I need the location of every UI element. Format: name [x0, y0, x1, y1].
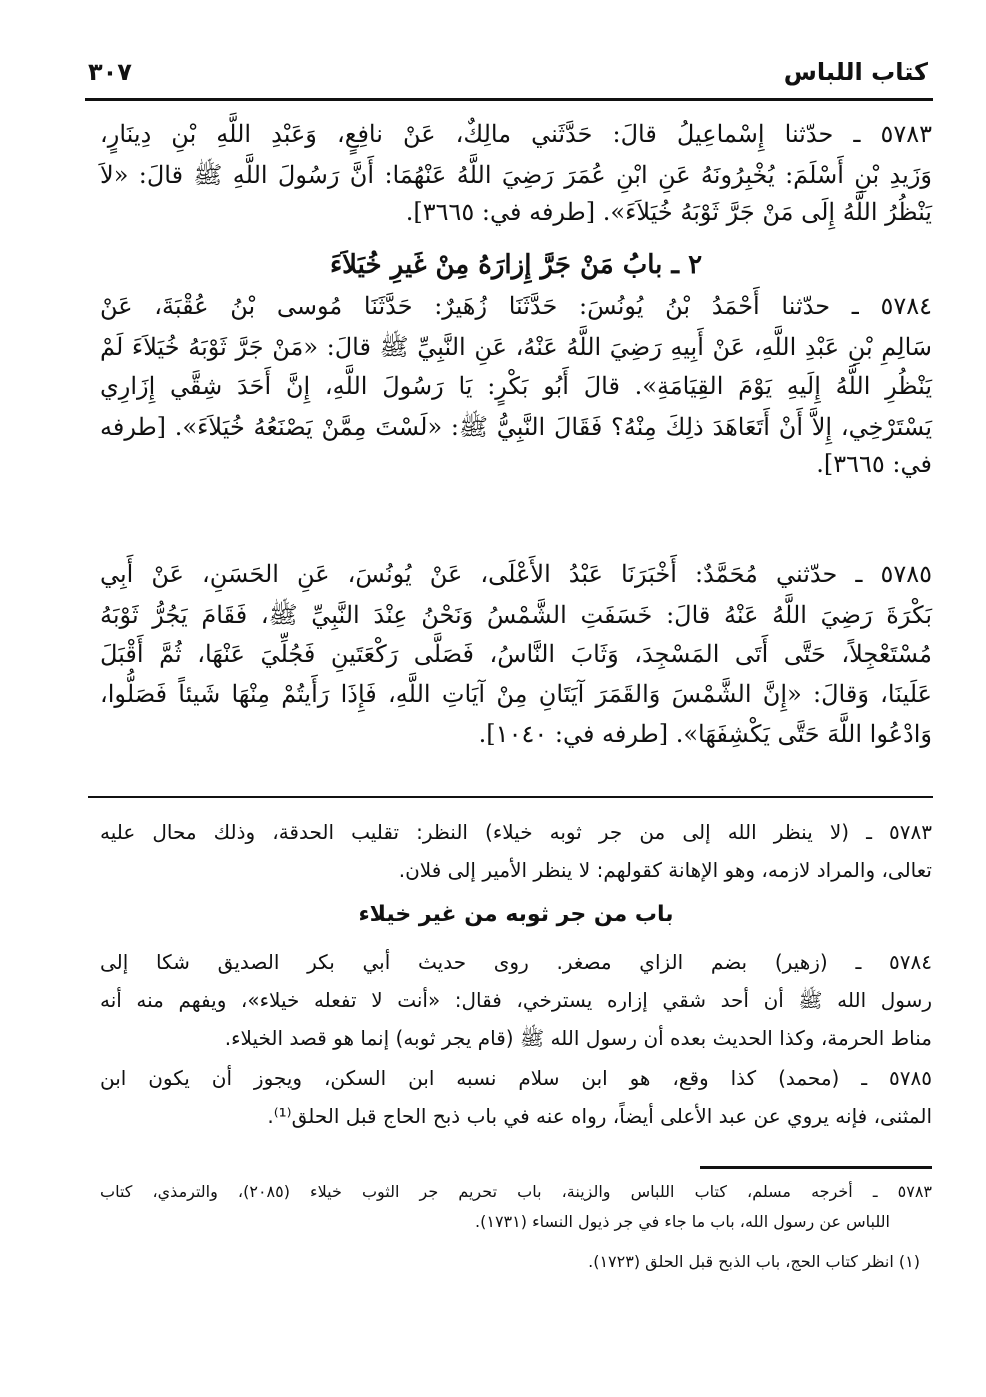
hadith-5785-line: عَلَينَا، وَقالَ: «إِنَّ الشَّمْسَ وَالقَمَرَ آيَتَانِ مِنْ آيَاتِ اللَّهِ، فَإِذَا رَأَيتُمْ مِنْهَا شَيئاً فَصَلُّوا،: [100, 680, 932, 708]
footnote-rule: [700, 1166, 932, 1169]
commentary-heading: باب من جر ثوبه من غير خيلاء: [358, 902, 674, 927]
commentary-rule: [88, 796, 933, 798]
footnote-line: (١) انظر كتاب الحج، باب الذبح قبل الحلق (١٧٢٣).: [588, 1252, 920, 1271]
hadith-5784-line: في: ٣٦٦٥].: [816, 450, 932, 478]
commentary-5783-line: تعالى، والمراد لازمه، وهو الإهانة كقولهم: لا ينظر الأمير إلى فلان.: [398, 858, 932, 882]
hadith-5784-line: ٥٧٨٤ ـ حدّثنا أَحْمَدُ بْنُ يُونُسَ: حَدَّثَنَا زُهَيرٌ: حَدَّثَنَا مُوسى بْنُ عُقْبَةَ، عَنْ: [100, 292, 932, 320]
hadith-5785-line: بَكْرَةَ رَضِيَ اللَّهُ عَنْهُ قالَ: خَسَفَتِ الشَّمْسُ وَنَحْنُ عِنْدَ النَّبِيِّ ﷺ، فَقَامَ يَجُرُّ ثَوْبَهُ: [100, 601, 933, 629]
hadith-5784-line: سَالِمِ بْنِ عَبْدِ اللَّهِ، عَنْ أَبِيهِ رَضِيَ اللَّهُ عَنْهُ، عَنِ النَّبِيِّ ﷺ قالَ: «مَنْ جَرَّ ثَوْبَهُ خُيَلاَءَ لَمْ: [100, 333, 932, 361]
page-number: ٣٠٧: [88, 58, 132, 86]
commentary-5785-line: ٥٧٨٥ ـ (محمد) كذا وقع، هو ابن سلام نسبه ابن السكن، ويجوز أن يكون ابن: [100, 1066, 932, 1090]
commentary-5784-line: مناط الحرمة، وكذا الحديث بعده أن رسول الله ﷺ (قام يجر ثوبه) إنما هو قصد الخيلاء.: [224, 1026, 932, 1050]
book-title: كتاب اللباس: [783, 58, 928, 86]
commentary-5784-line: ٥٧٨٤ ـ (زهير) بضم الزاي مصغر. روى حديث أبي بكر الصديق شكا إلى: [100, 950, 932, 974]
hadith-5783-line: ٥٧٨٣ ـ حدّثنا إِسْماعِيلُ قالَ: حَدَّثَني مالِكٌ، عَنْ نافِعٍ، وَعَبْدِ اللَّهِ بْنِ دِينَارٍ،: [100, 120, 932, 148]
commentary-5785-line: المثنى، فإنه يروي عن عبد الأعلى أيضاً، رواه عنه في باب ذبح الحاج قبل الحلق⁽¹⁾.: [267, 1104, 932, 1128]
hadith-5785-line: ٥٧٨٥ ـ حدّثني مُحَمَّدٌ: أَخْبَرَنَا عَبْدُ الأَعْلَى، عَنْ يُونُسَ، عَنِ الحَسَنِ، عَنْ أَبِي: [100, 560, 932, 588]
hadith-5783-line: يَنْظُرُ اللَّهُ إِلَى مَنْ جَرَّ ثَوْبَهُ خُيَلاَءَ». [طرفه في: ٣٦٦٥].: [405, 198, 932, 226]
commentary-5784-line: رسول الله ﷺ أن أحد شقي إزاره يسترخي، فقال: «أنت لا تفعله خيلاء»، ويفهم منه أنه: [100, 988, 932, 1012]
hadith-5784-line: يَسْتَرْخِي، إِلاَّ أَنْ أَتَعَاهَدَ ذلِكَ مِنْهُ؟ فَقَالَ النَّبِيُّ ﷺ: «لَسْتَ مِمَّنْ يَصْنَعُهُ خُيَلاَءَ». [طرفه: [100, 413, 932, 441]
commentary-5783-line: ٥٧٨٣ ـ (لا ينظر الله إلى من جر ثوبه خيلاء) النظر: تقليب الحدقة، وذلك محال عليه: [100, 820, 932, 844]
hadith-5784-line: يَنْظُرِ اللَّهُ إِلَيهِ يَوْمَ القِيَامَةِ». قالَ أَبُو بَكْرٍ: يَا رَسُولَ اللَّهِ، إِنَّ أَحَدَ شِقَّي إِزَارِي: [100, 372, 932, 400]
footnote-line: ٥٧٨٣ ـ أخرجه مسلم، كتاب اللباس والزينة، باب تحريم جر الثوب خيلاء (٢٠٨٥)، والترمذي، كتاب: [100, 1182, 932, 1201]
hadith-5785-line: مُسْتَعْجِلاً، حَتَّى أَتَى المَسْجِدَ، وَثَابَ النَّاسُ، فَصَلَّى رَكْعَتَينِ فَجُلِّيَ عَنْهَا، ثُمَّ أَقْبَلَ: [100, 640, 932, 668]
hadith-5785-line: وَادْعُوا اللَّهَ حَتَّى يَكْشِفَهَا». [طرفه في: ١٠٤٠].: [478, 720, 932, 748]
chapter-heading: ٢ ـ بابُ مَنْ جَرَّ إِزارَهُ مِنْ غَيرِ خُيَلاَءَ: [329, 250, 703, 280]
header-rule: [85, 98, 933, 101]
hadith-5783-line: وَزَيدِ بْنِ أَسْلَمَ: يُخْبِرُونَهُ عَنِ ابْنِ عُمَرَ رَضِيَ اللَّهُ عَنْهُمَا: أَنَّ رَسُولَ اللَّهِ ﷺ قالَ: «لاَ: [100, 161, 933, 189]
footnote-line: اللباس عن رسول الله، باب ما جاء في جر ذيول النساء (١٧٣١).: [475, 1212, 890, 1231]
